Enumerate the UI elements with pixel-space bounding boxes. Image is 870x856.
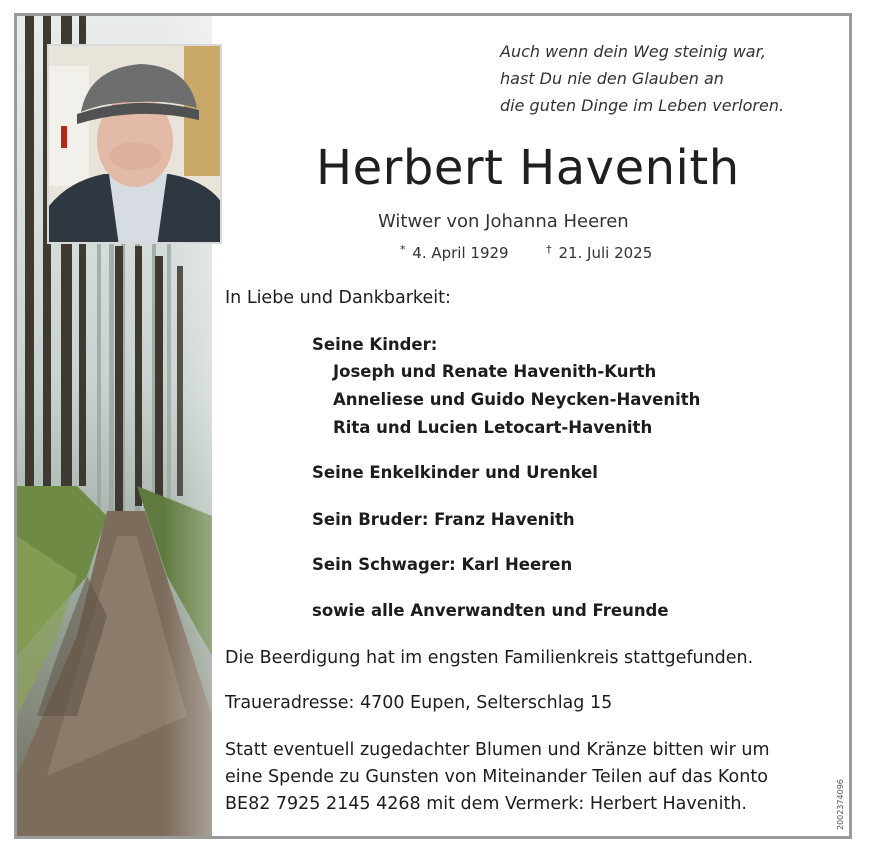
birth-date: 4. April 1929: [412, 244, 509, 262]
grandchildren-line: Seine Enkelkinder und Urenkel: [312, 463, 598, 482]
death-date: 21. Juli 2025: [558, 244, 653, 262]
quote-line: die guten Dinge im Leben verloren.: [500, 96, 785, 115]
child-entry: Anneliese und Guido Neycken-Havenith: [333, 390, 701, 409]
relation-line: Witwer von Johanna Heeren: [378, 211, 629, 232]
children-heading: Seine Kinder:: [312, 335, 438, 354]
brother-line: Sein Bruder: Franz Havenith: [312, 510, 575, 529]
relatives-line: sowie alle Anverwandten und Freunde: [312, 601, 669, 620]
child-entry: Joseph und Renate Havenith-Kurth: [333, 362, 657, 381]
intro-text: In Liebe und Dankbarkeit:: [225, 288, 451, 308]
serial-number: 2002374096: [836, 779, 845, 830]
portrait-photo: [47, 44, 222, 244]
donation-line: Statt eventuell zugedachter Blumen und Kränze bitten wir um: [225, 740, 770, 760]
birth-symbol: *: [400, 243, 406, 256]
life-dates: [400, 243, 652, 262]
funeral-text: Die Beerdigung hat im engsten Familienkreis stattgefunden.: [225, 648, 754, 668]
donation-line: BE82 7925 2145 4268 mit dem Vermerk: Herbert Havenith.: [225, 794, 747, 814]
donation-line: eine Spende zu Gunsten von Miteinander Teilen auf das Konto: [225, 767, 768, 787]
child-entry: Rita und Lucien Letocart-Havenith: [333, 418, 653, 437]
brother-in-law-line: Sein Schwager: Karl Heeren: [312, 555, 573, 574]
quote-line: hast Du nie den Glauben an: [500, 69, 724, 88]
address-text: Traueradresse: 4700 Eupen, Selterschlag 15: [225, 693, 613, 713]
deceased-name: Herbert Havenith: [316, 140, 740, 196]
quote-block: [500, 38, 784, 119]
death-symbol: †: [546, 243, 552, 256]
quote-line: Auch wenn dein Weg steinig war,: [500, 42, 766, 61]
